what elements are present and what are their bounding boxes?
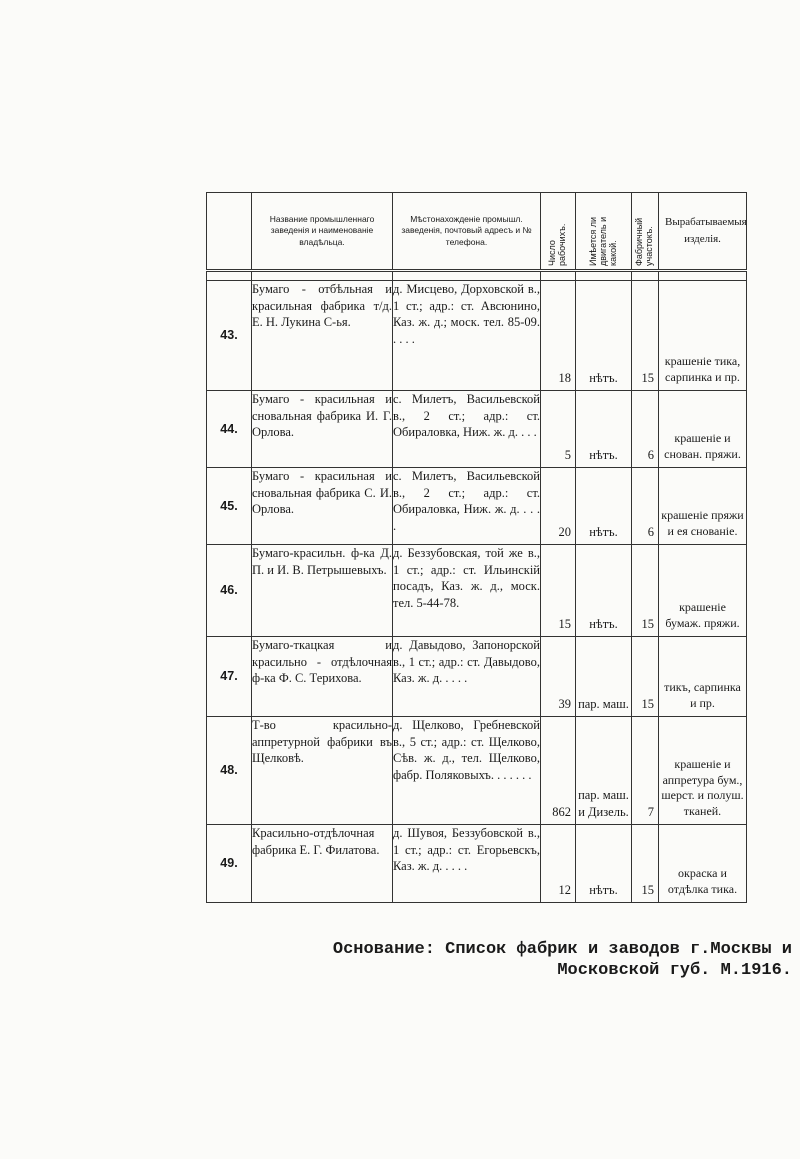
basis-label: Основание:	[332, 940, 435, 959]
workers-header: Число рабочихъ.	[541, 193, 576, 271]
section-header: Фабричный участокъ.	[632, 193, 659, 271]
workers-count: 15	[541, 545, 576, 637]
row-number: 43.	[207, 281, 252, 391]
factory-location: д. Шувоя, Беззубовской в., 1 ст.; адр.: ст. Егорьевскъ, Каз. ж. д. . . . .	[393, 825, 541, 903]
row-number: 47.	[207, 637, 252, 717]
table-row	[207, 545, 747, 637]
basis-note	[312, 940, 792, 981]
products: тикъ, сарпинка и пр.	[659, 637, 747, 717]
table-row	[207, 637, 747, 717]
engine-type: нѣтъ.	[576, 545, 632, 637]
engine-type: нѣтъ.	[576, 391, 632, 468]
factory-section: 7	[632, 717, 659, 825]
table-row	[207, 825, 747, 903]
factory-section: 15	[632, 637, 659, 717]
engine-type: пар. маш. и Дизель.	[576, 717, 632, 825]
table-row	[207, 468, 747, 545]
factory-location: с. Милетъ, Васильевской в., 2 ст.; адр.: ст. Обираловка, Ниж. ж. д. . . .	[393, 391, 541, 468]
factory-location: д. Давыдово, Запонорской в., 1 ст.; адр.: ст. Давыдово, Каз. ж. д. . . . .	[393, 637, 541, 717]
row-number: 49.	[207, 825, 252, 903]
products: крашеніе пряжи и ея снованіе.	[659, 468, 747, 545]
products: крашеніе бумаж. пряжи.	[659, 545, 747, 637]
number-header	[207, 193, 252, 271]
products: окраска и отдѣлка тика.	[659, 825, 747, 903]
factory-name: Бумаго-красильн. ф-ка Д. П. и И. В. Петрышевыхъ.	[252, 545, 393, 637]
basis-text: Список фабрик и заводов г.Москвы и Московской губ. М.1916.	[445, 940, 792, 980]
factory-section: 15	[632, 825, 659, 903]
factory-name: Бумаго - красильная и сновальная фабрика И. Г. Орлова.	[252, 391, 393, 468]
location-header: Мѣстонахожденіе промышл. заведенія, почтовый адресъ и № телефона.	[393, 193, 541, 271]
row-number: 46.	[207, 545, 252, 637]
engine-type: нѣтъ.	[576, 468, 632, 545]
factory-name: Бумаго-ткацкая и красильно - отдѣлочная ф-ка Ф. С. Терихова.	[252, 637, 393, 717]
factory-location: д. Щелково, Гребневской в., 5 ст.; адр.: ст. Щелково, Сѣв. ж. д., тел. Щелково, фабр. Поляковыхъ. . . . . . .	[393, 717, 541, 825]
workers-count: 18	[541, 281, 576, 391]
products: крашеніе и снован. пряжи.	[659, 391, 747, 468]
header-spacer	[207, 271, 747, 281]
factory-name: Бумаго - отбѣльная и красильная фабрика т/д. Е. Н. Лукина С-ья.	[252, 281, 393, 391]
factory-section: 6	[632, 468, 659, 545]
factory-location: д. Беззубовская, той же в., 1 ст.; адр.: ст. Ильинскій посадъ, Каз. ж. д., моск. тел. 5-44-78.	[393, 545, 541, 637]
engine-header: Имѣется ли двигатель и какой.	[576, 193, 632, 271]
table-row	[207, 717, 747, 825]
row-number: 48.	[207, 717, 252, 825]
factory-name: Бумаго - красильная и сновальная фабрика С. И. Орлова.	[252, 468, 393, 545]
workers-count: 20	[541, 468, 576, 545]
factory-section: 6	[632, 391, 659, 468]
products-header: Вырабатываемыя изделія.	[659, 193, 747, 271]
factory-section: 15	[632, 545, 659, 637]
factory-location: с. Милетъ, Васильевской в., 2 ст.; адр.: ст. Обираловка, Ниж. ж. д. . . . .	[393, 468, 541, 545]
workers-count: 39	[541, 637, 576, 717]
table-row	[207, 391, 747, 468]
workers-count: 5	[541, 391, 576, 468]
workers-count: 862	[541, 717, 576, 825]
engine-type: нѣтъ.	[576, 825, 632, 903]
row-number: 44.	[207, 391, 252, 468]
factory-table	[206, 192, 747, 903]
row-number: 45.	[207, 468, 252, 545]
factory-section: 15	[632, 281, 659, 391]
workers-count: 12	[541, 825, 576, 903]
header-row	[207, 193, 747, 271]
products: крашеніе тика, сарпинка и пр.	[659, 281, 747, 391]
table-row	[207, 281, 747, 391]
factory-name: Т-во красильно-аппретурной фабрики въ Щелковѣ.	[252, 717, 393, 825]
factory-location: д. Мисцево, Дорховской в., 1 ст.; адр.: ст. Авсюнино, Каз. ж. д.; моск. тел. 85-09. . . . .	[393, 281, 541, 391]
products: крашеніе и аппретура бум., шерст. и полуш. тканей.	[659, 717, 747, 825]
engine-type: пар. маш.	[576, 637, 632, 717]
factory-name: Красильно-отдѣлочная фабрика Е. Г. Филатова.	[252, 825, 393, 903]
name-header: Название промышленнаго заведенія и наименованіе владѣльца.	[252, 193, 393, 271]
engine-type: нѣтъ.	[576, 281, 632, 391]
